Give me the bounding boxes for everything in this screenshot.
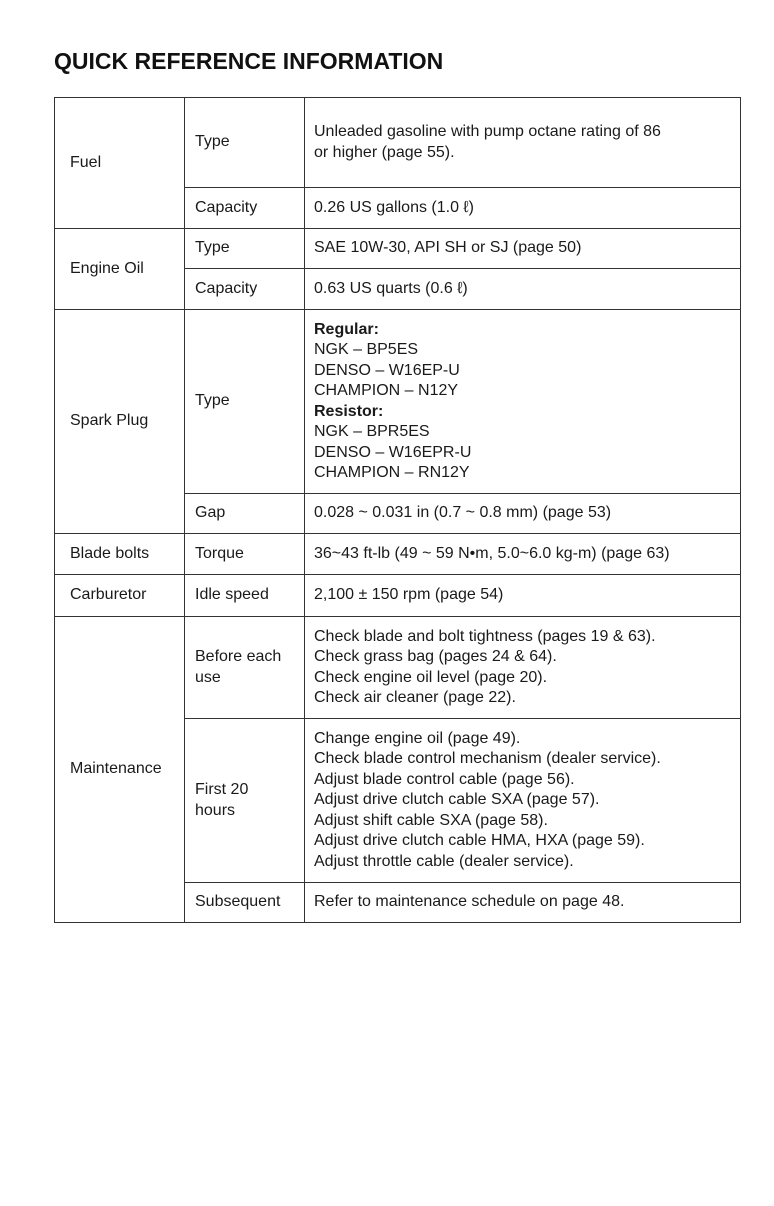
before-label-line: Before each (195, 648, 282, 665)
spark-plug-gap-label: Gap (185, 494, 305, 534)
carburetor-label: Carburetor (55, 575, 185, 617)
page-title: QUICK REFERENCE INFORMATION (54, 48, 444, 74)
fuel-type-line: Unleaded gasoline with pump octane rating of 86 (314, 123, 661, 140)
before-label-line: use (195, 668, 221, 686)
subsequent-label: Subsequent (185, 883, 305, 923)
fuel-type-line: or higher (page 55). (314, 143, 455, 161)
maintenance-item: Adjust drive clutch cable SXA (page 57). (314, 791, 600, 809)
torque-value: 36~43 ft-lb (49 ~ 59 N•m, 5.0~6.0 kg-m) (page 63) (305, 534, 741, 575)
fuel-capacity-label: Capacity (185, 188, 305, 229)
regular-plug: NGK – BP5ES (314, 341, 419, 358)
engine-oil-type-label: Type (185, 229, 305, 269)
engine-oil-capacity-label: Capacity (185, 269, 305, 310)
spark-plug-type-row (55, 310, 741, 494)
fuel-type-row (55, 98, 741, 188)
fuel-capacity-value: 0.26 US gallons (1.0 ℓ) (305, 188, 741, 229)
engine-oil-type-value: SAE 10W-30, API SH or SJ (page 50) (305, 229, 741, 269)
first-20-hours-label (185, 719, 305, 883)
maintenance-item: Adjust blade control cable (page 56). (314, 770, 575, 788)
maintenance-before-row (55, 617, 741, 719)
idle-speed-label: Idle speed (185, 575, 305, 617)
first20-label-line: hours (195, 801, 236, 819)
blade-bolts-label: Blade bolts (55, 534, 185, 575)
maintenance-item: Adjust drive clutch cable HMA, HXA (page 59). (314, 832, 645, 850)
resistor-heading: Resistor: (314, 402, 384, 420)
spark-plug-gap-value: 0.028 ~ 0.031 in (0.7 ~ 0.8 mm) (page 53) (305, 494, 741, 534)
resistor-plug: NGK – BPR5ES (314, 423, 430, 440)
spark-plug-type-label: Type (185, 310, 305, 494)
blade-bolts-row (55, 534, 741, 575)
maintenance-item: Adjust throttle cable (dealer service). (314, 852, 574, 870)
engine-oil-type-row (55, 229, 741, 269)
fuel-type-label: Type (185, 98, 305, 188)
fuel-label: Fuel (55, 98, 185, 229)
torque-label: Torque (185, 534, 305, 575)
maintenance-item: Check air cleaner (page 22). (314, 689, 516, 706)
resistor-plug: CHAMPION – RN12Y (314, 464, 470, 481)
before-each-use-items (305, 617, 741, 719)
regular-heading: Regular: (314, 320, 379, 338)
first20-label-line: First 20 (195, 781, 249, 798)
maintenance-item: Change engine oil (page 49). (314, 729, 521, 747)
engine-oil-label: Engine Oil (55, 229, 185, 310)
maintenance-item: Check grass bag (pages 24 & 64). (314, 648, 557, 665)
first-20-hours-items (305, 719, 741, 883)
spark-plug-label: Spark Plug (55, 310, 185, 534)
fuel-type-value (305, 98, 741, 188)
quick-reference-table (54, 97, 741, 923)
resistor-plug: DENSO – W16EPR-U (314, 443, 472, 461)
carburetor-row (55, 575, 741, 617)
maintenance-label: Maintenance (55, 617, 185, 923)
regular-plug: DENSO – W16EP-U (314, 361, 460, 379)
maintenance-item: Check blade and bolt tightness (pages 19 & 63). (314, 627, 656, 645)
subsequent-value: Refer to maintenance schedule on page 48. (305, 883, 741, 923)
regular-plug: CHAMPION – N12Y (314, 382, 459, 399)
idle-speed-value: 2,100 ± 150 rpm (page 54) (305, 575, 741, 617)
before-each-use-label (185, 617, 305, 719)
engine-oil-capacity-value: 0.63 US quarts (0.6 ℓ) (305, 269, 741, 310)
maintenance-item: Check blade control mechanism (dealer service). (314, 750, 661, 768)
spark-plug-type-value (305, 310, 741, 494)
maintenance-item: Check engine oil level (page 20). (314, 668, 548, 686)
maintenance-item: Adjust shift cable SXA (page 58). (314, 811, 548, 829)
